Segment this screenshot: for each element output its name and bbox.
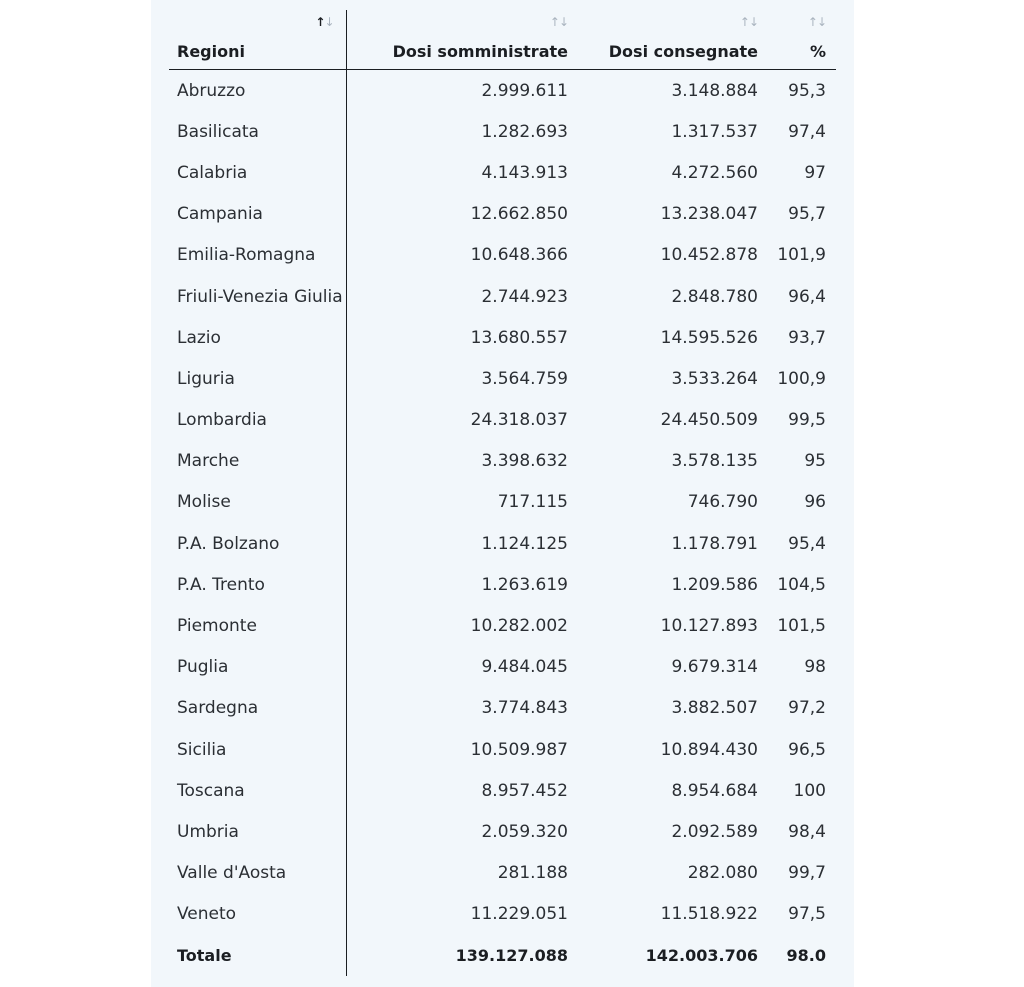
sort-up-icon: ↑: [807, 15, 817, 29]
cell-percent: 98: [804, 657, 826, 678]
table-row: [169, 894, 836, 935]
cell-dosi-consegnate: 282.080: [687, 863, 758, 884]
table-row: [169, 564, 836, 605]
cell-region: Piemonte: [169, 605, 346, 646]
cell-dosi-consegnate: 3.578.135: [671, 451, 758, 472]
cell-dosi-somministrate: 3.564.759: [481, 368, 568, 389]
cell-percent: 101,9: [777, 245, 826, 266]
cell-region: Puglia: [169, 647, 346, 688]
total-percent: 98.0: [786, 945, 826, 965]
cell-dosi-somministrate: 3.398.632: [481, 451, 568, 472]
table-row: [169, 317, 836, 358]
cell-percent: 100,9: [777, 368, 826, 389]
cell-dosi-somministrate: 2.999.611: [481, 80, 568, 101]
cell-dosi-consegnate: 24.450.509: [660, 410, 758, 431]
table-row: [169, 605, 836, 646]
cell-region: P.A. Trento: [169, 564, 346, 605]
cell-dosi-somministrate: 2.744.923: [481, 286, 568, 307]
table-row: [169, 235, 836, 276]
cell-dosi-consegnate: 10.894.430: [660, 739, 758, 760]
cell-dosi-somministrate: 4.143.913: [481, 162, 568, 183]
cell-region: Friuli-Venezia Giulia: [169, 276, 346, 317]
cell-percent: 96: [804, 492, 826, 513]
cell-dosi-somministrate: 9.484.045: [481, 657, 568, 678]
cell-percent: 97: [804, 162, 826, 183]
cell-percent: 104,5: [777, 574, 826, 595]
sort-icon[interactable]: [315, 16, 333, 28]
column-header-dosi-consegnate[interactable]: [578, 10, 768, 70]
cell-percent: 96,5: [788, 739, 826, 760]
cell-dosi-consegnate: 14.595.526: [660, 327, 758, 348]
cell-dosi-somministrate: 1.124.125: [481, 533, 568, 554]
sort-down-icon: ↓: [816, 15, 826, 29]
cell-dosi-somministrate: 10.648.366: [470, 245, 568, 266]
column-header-percent[interactable]: [768, 10, 836, 70]
cell-percent: 95,4: [788, 533, 826, 554]
cell-percent: 101,5: [777, 616, 826, 637]
cell-percent: 95: [804, 451, 826, 472]
table-row: [169, 647, 836, 688]
sort-icon[interactable]: [740, 16, 758, 28]
sort-up-icon: ↑: [315, 15, 325, 29]
sort-down-icon: ↓: [748, 15, 758, 29]
column-header-regioni[interactable]: [169, 10, 346, 70]
cell-dosi-somministrate: 1.282.693: [481, 121, 568, 142]
cell-region: Abruzzo: [169, 70, 346, 112]
cell-region: Basilicata: [169, 111, 346, 152]
cell-region: Veneto: [169, 894, 346, 935]
cell-dosi-consegnate: 2.092.589: [671, 821, 758, 842]
total-label: Totale: [169, 935, 346, 976]
sort-up-icon: ↑: [549, 15, 559, 29]
table-row: [169, 276, 836, 317]
table-row: [169, 358, 836, 399]
cell-percent: 98,4: [788, 821, 826, 842]
cell-region: Toscana: [169, 770, 346, 811]
cell-dosi-somministrate: 24.318.037: [470, 410, 568, 431]
cell-dosi-somministrate: 12.662.850: [470, 204, 568, 225]
cell-dosi-somministrate: 717.115: [497, 492, 568, 513]
sort-down-icon: ↓: [558, 15, 568, 29]
cell-region: Sardegna: [169, 688, 346, 729]
cell-dosi-somministrate: 8.957.452: [481, 780, 568, 801]
cell-dosi-consegnate: 9.679.314: [671, 657, 758, 678]
table-row: [169, 152, 836, 193]
table-row: [169, 811, 836, 852]
sort-icon[interactable]: [550, 16, 568, 28]
column-header-label: %: [809, 42, 826, 61]
cell-region: Umbria: [169, 811, 346, 852]
table-body: [169, 70, 836, 935]
vaccine-doses-table: [169, 10, 836, 976]
sort-up-icon: ↑: [739, 15, 749, 29]
cell-dosi-consegnate: 746.790: [687, 492, 758, 513]
cell-dosi-consegnate: 13.238.047: [660, 204, 758, 225]
cell-dosi-somministrate: 10.282.002: [470, 616, 568, 637]
table-row: [169, 770, 836, 811]
column-header-label: Dosi consegnate: [608, 42, 758, 61]
sort-down-icon: ↓: [324, 15, 334, 29]
cell-dosi-consegnate: 1.209.586: [671, 574, 758, 595]
table-row: [169, 111, 836, 152]
table-row: [169, 194, 836, 235]
table-panel: [151, 0, 854, 987]
column-header-dosi-somministrate[interactable]: [346, 10, 578, 70]
column-header-label: Dosi somministrate: [392, 42, 568, 61]
column-header-label: Regioni: [177, 42, 245, 61]
cell-dosi-consegnate: 1.317.537: [671, 121, 758, 142]
cell-dosi-consegnate: 3.148.884: [671, 80, 758, 101]
cell-dosi-consegnate: 3.882.507: [671, 698, 758, 719]
cell-dosi-somministrate: 3.774.843: [481, 698, 568, 719]
table-row: [169, 853, 836, 894]
cell-percent: 97,5: [788, 904, 826, 925]
total-row: [169, 935, 836, 976]
cell-region: Valle d'Aosta: [169, 853, 346, 894]
cell-dosi-consegnate: 3.533.264: [671, 368, 758, 389]
table-row: [169, 688, 836, 729]
cell-percent: 99,5: [788, 410, 826, 431]
header-row: [169, 10, 836, 70]
total-dosi-consegnate: 142.003.706: [645, 945, 758, 965]
cell-dosi-somministrate: 10.509.987: [470, 739, 568, 760]
cell-dosi-consegnate: 10.127.893: [660, 616, 758, 637]
cell-region: Sicilia: [169, 729, 346, 770]
cell-region: Marche: [169, 441, 346, 482]
cell-region: Lombardia: [169, 400, 346, 441]
cell-dosi-consegnate: 11.518.922: [660, 904, 758, 925]
cell-region: Molise: [169, 482, 346, 523]
cell-region: Campania: [169, 194, 346, 235]
cell-percent: 93,7: [788, 327, 826, 348]
total-dosi-somministrate: 139.127.088: [455, 945, 568, 965]
cell-region: Emilia-Romagna: [169, 235, 346, 276]
cell-dosi-somministrate: 2.059.320: [481, 821, 568, 842]
cell-region: P.A. Bolzano: [169, 523, 346, 564]
cell-dosi-consegnate: 1.178.791: [671, 533, 758, 554]
cell-dosi-consegnate: 4.272.560: [671, 162, 758, 183]
cell-percent: 96,4: [788, 286, 826, 307]
table-row: [169, 523, 836, 564]
cell-dosi-consegnate: 10.452.878: [660, 245, 758, 266]
cell-percent: 95,7: [788, 204, 826, 225]
sort-icon[interactable]: [808, 16, 826, 28]
table-row: [169, 482, 836, 523]
cell-percent: 97,4: [788, 121, 826, 142]
table-row: [169, 441, 836, 482]
cell-percent: 97,2: [788, 698, 826, 719]
cell-percent: 99,7: [788, 863, 826, 884]
cell-percent: 95,3: [788, 80, 826, 101]
cell-dosi-somministrate: 11.229.051: [470, 904, 568, 925]
cell-region: Liguria: [169, 358, 346, 399]
table-row: [169, 400, 836, 441]
cell-dosi-somministrate: 281.188: [497, 863, 568, 884]
table-row: [169, 70, 836, 112]
cell-dosi-somministrate: 1.263.619: [481, 574, 568, 595]
cell-dosi-consegnate: 8.954.684: [671, 780, 758, 801]
cell-region: Lazio: [169, 317, 346, 358]
cell-dosi-somministrate: 13.680.557: [470, 327, 568, 348]
cell-dosi-consegnate: 2.848.780: [671, 286, 758, 307]
table-row: [169, 729, 836, 770]
cell-percent: 100: [793, 780, 826, 801]
cell-region: Calabria: [169, 152, 346, 193]
